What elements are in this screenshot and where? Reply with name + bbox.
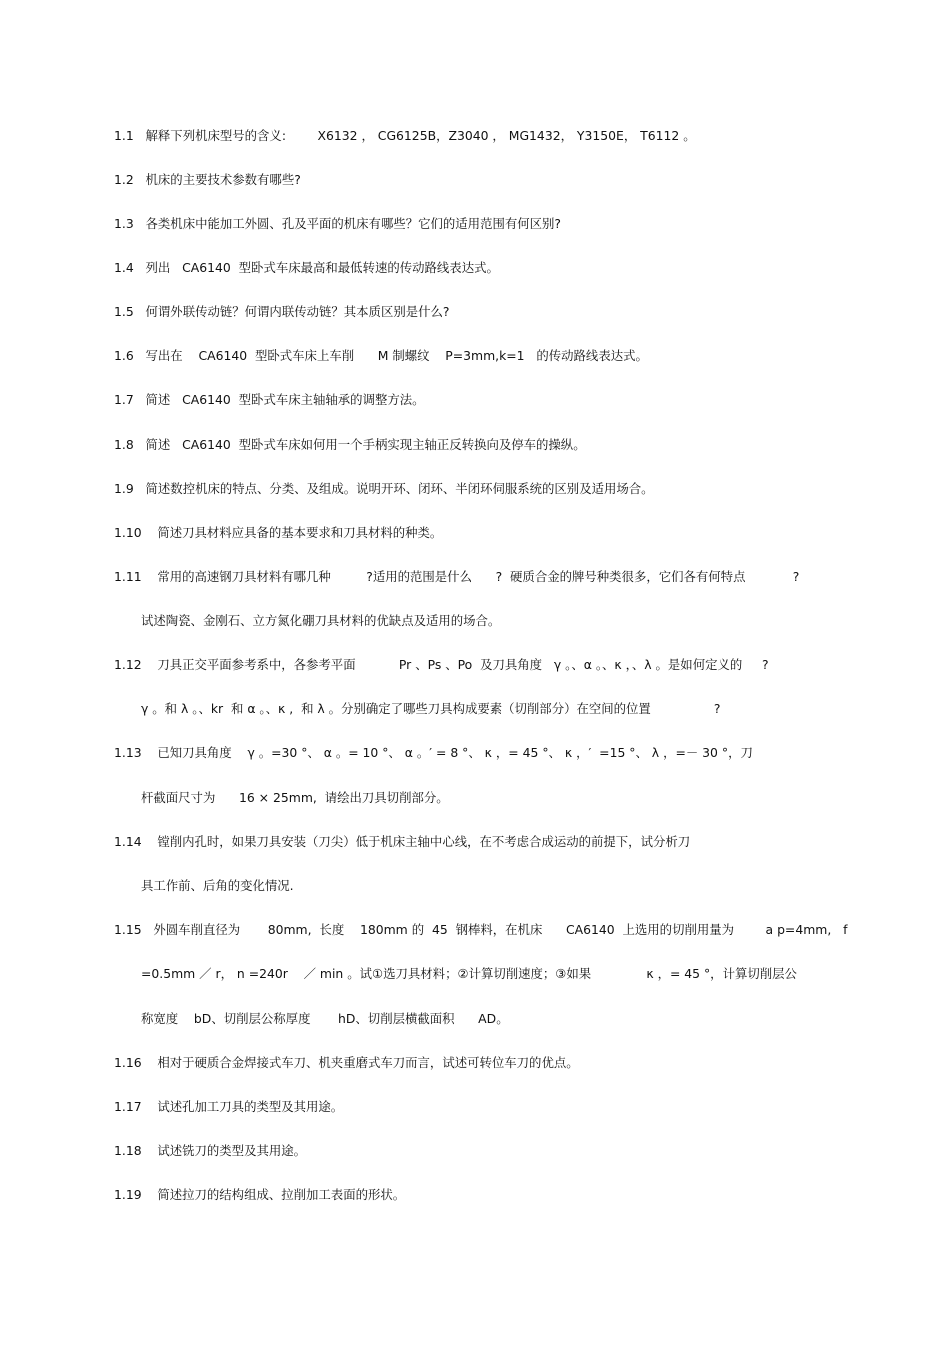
question-1-14-line-2: 具工作前、后角的变化情况.: [141, 878, 294, 893]
question-1-5: 1.5 何谓外联传动链？何谓内联传动链？其本质区别是什么?: [114, 304, 450, 319]
question-1-7: 1.7 简述 CA6140 型卧式车床主轴轴承的调整方法。: [114, 392, 425, 407]
question-1-1: 1.1 解释下列机床型号的含义: X6132 ， CG6125B，Z3040 ， MG1432， Y3150E， T6112 。: [114, 128, 696, 143]
question-1-16: 1.16 相对于硬质合金焊接式车刀、机夹重磨式车刀而言，试述可转位车刀的优点。: [114, 1055, 579, 1070]
question-1-8: 1.8 简述 CA6140 型卧式车床如何用一个手柄实现主轴正反转换向及停车的操纵。: [114, 437, 586, 452]
question-1-4: 1.4 列出 CA6140 型卧式车床最高和最低转速的传动路线表达式。: [114, 260, 499, 275]
question-1-9: 1.9 简述数控机床的特点、分类、及组成。说明开环、闭环、半闭环伺服系统的区别及适用场合。: [114, 481, 654, 496]
question-1-18: 1.18 试述铣刀的类型及其用途。: [114, 1143, 307, 1158]
question-1-19: 1.19 简述拉刀的结构组成、拉削加工表面的形状。: [114, 1187, 406, 1202]
question-1-6: 1.6 写出在 CA6140 型卧式车床上车削 M 制螺纹 P=3mm,k=1 的传动路线表达式。: [114, 348, 648, 363]
question-1-13-line-1: 1.13 已知刀具角度 γ 。=30 °、 α 。= 10 °、 α 。′ = 8 °、 κ ，= 45 °、 κ ，′ =15 °、 λ ，=－ 30 °，刀: [114, 745, 753, 760]
question-1-13-line-2: 杆截面尺寸为 16 × 25mm, 请绘出刀具切削部分。: [141, 790, 449, 805]
question-1-11-line-2: 试述陶瓷、金刚石、立方氮化硼刀具材料的优缺点及适用的场合。: [141, 613, 501, 628]
question-1-3: 1.3 各类机床中能加工外圆、孔及平面的机床有哪些？它们的适用范围有何区别?: [114, 216, 561, 231]
question-1-17: 1.17 试述孔加工刀具的类型及其用途。: [114, 1099, 344, 1114]
question-1-11-line-1: 1.11 常用的高速钢刀具材料有哪几种 ?适用的范围是什么 ? 硬质合金的牌号种类很多，它们各有何特点 ?: [114, 569, 800, 584]
question-1-12-line-1: 1.12 刀具正交平面参考系中，各参考平面 Pr 、Ps 、Po 及刀具角度 γ 。、α 。、κ ，、λ 。是如何定义的 ?: [114, 657, 769, 672]
question-1-15-line-2: =0.5mm ／ r， n =240r ／ min 。试①选刀具材料；②计算切削速度；③如果 κ ，= 45 °，计算切削层公: [141, 966, 797, 981]
question-1-14-line-1: 1.14 镗削内孔时，如果刀具安装（刀尖）低于机床主轴中心线，在不考虑合成运动的前提下，试分析刀: [114, 834, 691, 849]
question-1-10: 1.10 简述刀具材料应具备的基本要求和刀具材料的种类。: [114, 525, 443, 540]
question-1-15-line-1: 1.15 外圆车削直径为 80mm, 长度 180mm 的 45 钢棒料，在机床 CA6140 上选用的切削用量为 a p=4mm, f: [114, 922, 848, 937]
question-1-2: 1.2 机床的主要技术参数有哪些?: [114, 172, 301, 187]
question-1-15-line-3: 称宽度 bD、切削层公称厚度 hD、切削层横截面积 AD。: [141, 1011, 509, 1026]
question-1-12-line-2: γ 。和 λ 。、kr 和 α 。、κ , 和 λ 。分别确定了哪些刀具构成要素（切削部分）在空间的位置 ?: [141, 701, 721, 716]
